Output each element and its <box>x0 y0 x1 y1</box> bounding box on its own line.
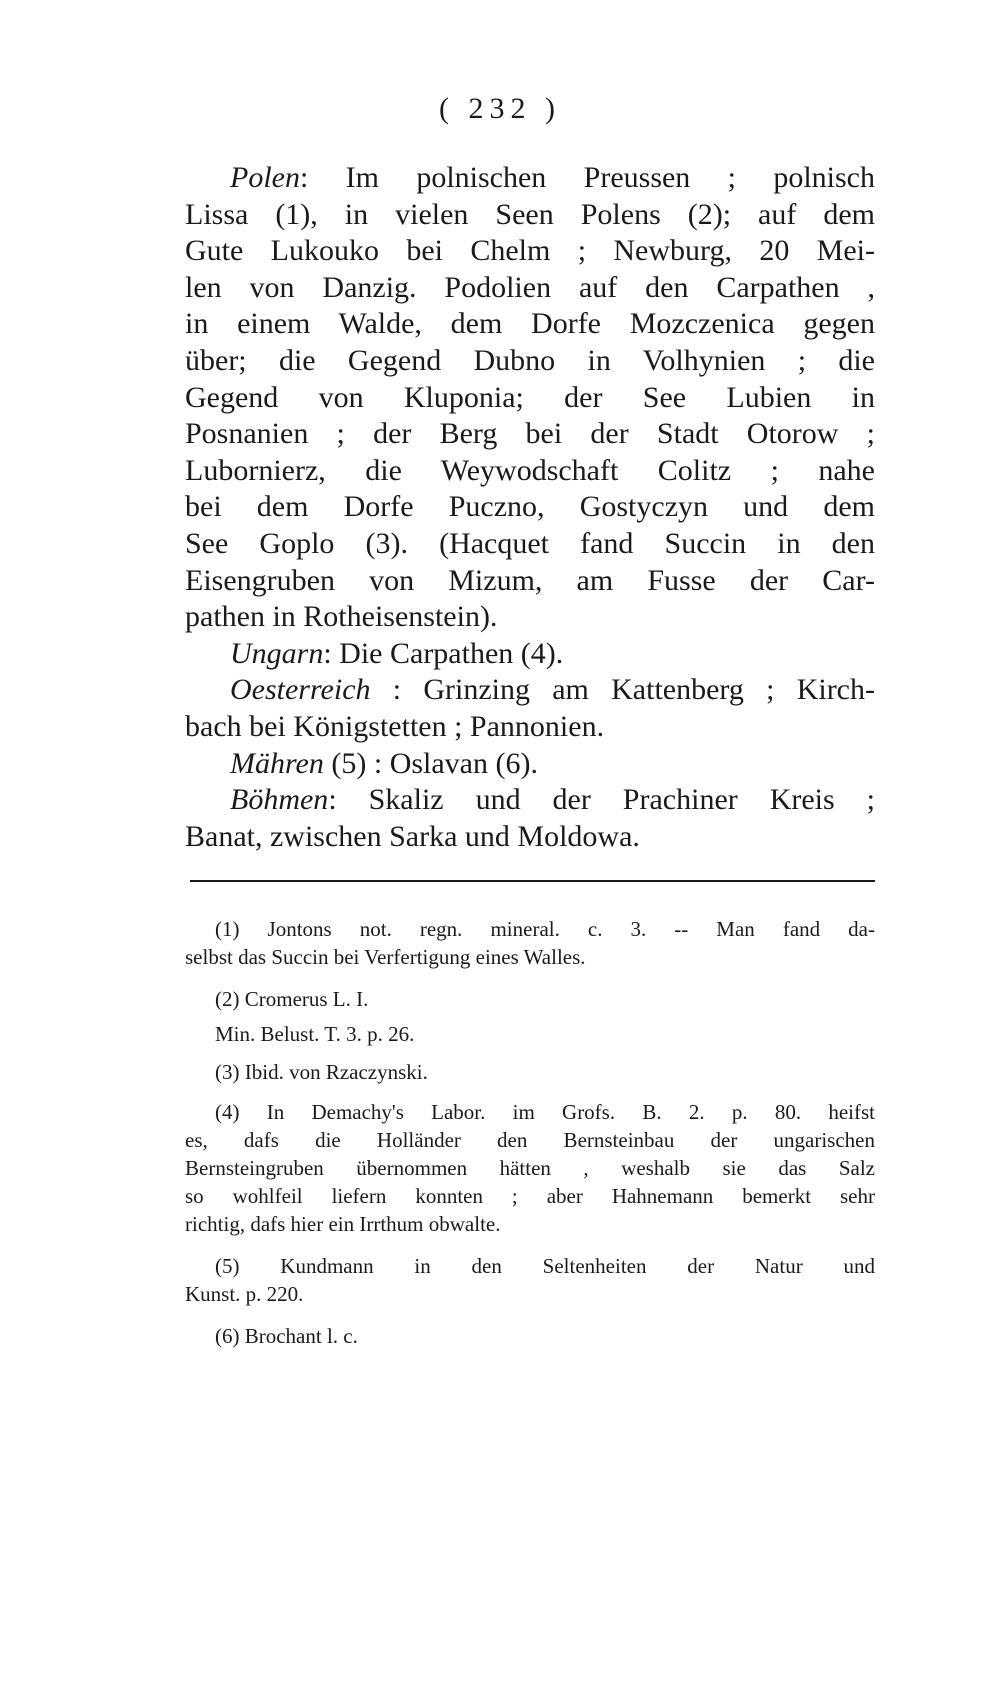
region-label-oesterreich: Oesterreich <box>230 673 371 707</box>
text-line: Lissa (1), in vielen Seen Polens (2); auf dem <box>185 197 875 231</box>
footnote-1 <box>185 915 875 971</box>
region-label-maehren: Mähren <box>230 746 324 780</box>
footnote-line: (4) In Demachy's Labor. im Grofs. B. 2. p. 80. heifst <box>215 1100 875 1124</box>
text-line: Polen: Im polnischen Preussen ; polnisch <box>230 161 875 194</box>
text-line: Eisengruben von Mizum, am Fusse der Car- <box>185 563 875 597</box>
region-label-boehmen: Böhmen <box>230 783 329 817</box>
text-line: über; die Gegend Dubno in Volhynien ; die <box>185 343 875 377</box>
text-line: pathen in Rotheisenstein). <box>185 600 498 634</box>
footnote-line: Bernsteingruben übernommen hätten , weshalb sie das Salz <box>185 1156 875 1180</box>
footnote-line: Kunst. p. 220. <box>185 1282 304 1306</box>
footnote-divider <box>190 880 875 882</box>
text-line: Gute Lukouko bei Chelm ; Newburg, 20 Mei- <box>185 234 875 268</box>
text-line: Banat, zwischen Sarka und Moldowa. <box>185 819 640 853</box>
text-line: Oesterreich : Grinzing am Kattenberg ; Kirch- <box>230 673 875 707</box>
text-line: bach bei Königstetten ; Pannonien. <box>185 709 605 743</box>
text-line: in einem Walde, dem Dorfe Mozczenica gegen <box>185 307 875 341</box>
paragraph-ungarn <box>185 636 875 673</box>
paragraph-maehren <box>185 746 875 783</box>
region-label-polen: Polen <box>230 161 300 194</box>
footnote-line: (6) Brochant l. c. <box>215 1324 358 1348</box>
text-line: bei dem Dorfe Puczno, Gostyczyn und dem <box>185 490 875 524</box>
text-line: Gegend von Kluponia; der See Lubien in <box>185 380 875 414</box>
text-line: Lubornierz, die Weywodschaft Colitz ; nahe <box>185 453 875 487</box>
text-line: See Goplo (3). (Hacquet fand Succin in den <box>185 526 875 560</box>
text-line: Ungarn: Die Carpathen (4). <box>230 636 564 670</box>
paragraph-boehmen <box>185 782 875 855</box>
text-line: len von Danzig. Podolien auf den Carpathen , <box>185 270 875 304</box>
footnote-5 <box>185 1252 875 1308</box>
footnote-3 <box>185 1058 875 1086</box>
footnote-line: es, dafs die Holländer den Bernsteinbau der ungarischen <box>185 1128 875 1152</box>
footnote-line: so wohlfeil liefern konnten ; aber Hahnemann bemerkt sehr <box>185 1184 875 1208</box>
main-text <box>185 160 875 855</box>
footnote-2 <box>185 985 875 1048</box>
text-line: Mähren (5) : Oslavan (6). <box>230 746 538 780</box>
footnote-line: (1) Jontons not. regn. mineral. c. 3. -- Man fand da- <box>215 917 875 941</box>
footnote-line: richtig, dafs hier ein Irrthum obwalte. <box>185 1212 501 1236</box>
footnote-4 <box>185 1098 875 1238</box>
footnote-line: (5) Kundmann in den Seltenheiten der Natur und <box>215 1254 875 1278</box>
footnotes <box>185 915 875 1350</box>
page-number: ( 232 ) <box>439 92 561 125</box>
footnote-line: (2) Cromerus L. I. <box>215 987 369 1011</box>
text-line: Posnanien ; der Berg bei der Stadt Otorow ; <box>185 417 875 451</box>
region-label-ungarn: Ungarn <box>230 636 324 670</box>
footnote-line: selbst das Succin bei Verfertigung eines Walles. <box>185 945 586 969</box>
paragraph-oesterreich <box>185 672 875 745</box>
footnote-line: (3) Ibid. von Rzaczynski. <box>215 1060 428 1084</box>
paragraph-polen <box>185 160 875 636</box>
footnote-6 <box>185 1322 875 1350</box>
text-line: Böhmen: Skaliz und der Prachiner Kreis ; <box>230 783 875 817</box>
footnote-line: Min. Belust. T. 3. p. 26. <box>215 1022 415 1046</box>
